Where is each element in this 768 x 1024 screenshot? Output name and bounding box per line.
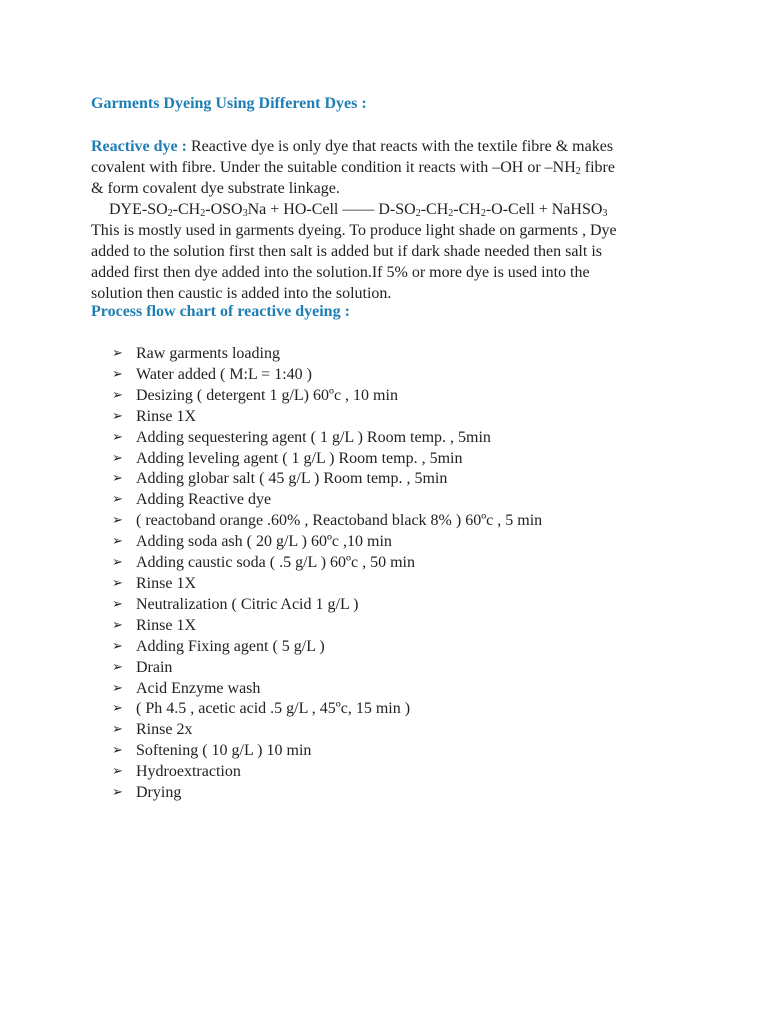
process-step (112, 783, 542, 804)
subscript: 2 (480, 208, 486, 219)
arrow-bullet-icon: ➢ (112, 387, 123, 403)
process-step (112, 762, 542, 783)
arrow-bullet-icon: ➢ (112, 722, 123, 738)
arrow-bullet-icon: ➢ (112, 408, 123, 424)
arrow-bullet-icon: ➢ (112, 555, 123, 571)
formula-part: -CH (172, 201, 201, 218)
formula-part: -CH (420, 201, 449, 218)
formula-part: DYE-SO (109, 201, 168, 218)
process-step (112, 344, 542, 365)
paragraph-line (91, 136, 681, 157)
process-step-text: Adding leveling agent ( 1 g/L ) Room temp. , 5min (136, 449, 463, 467)
process-step (112, 365, 542, 386)
process-step-text: ( Ph 4.5 , acetic acid .5 g/L , 45ºc, 15 min ) (136, 700, 411, 718)
arrow-bullet-icon: ➢ (112, 471, 123, 487)
arrow-bullet-icon: ➢ (112, 534, 123, 550)
arrow-bullet-icon: ➢ (112, 513, 123, 529)
arrow-bullet-icon: ➢ (112, 575, 123, 591)
process-step-text: Desizing ( detergent 1 g/L) 60ºc , 10 min (136, 386, 398, 404)
subscript: 2 (167, 208, 173, 219)
process-step-text: Adding Reactive dye (136, 491, 272, 509)
process-step (112, 469, 542, 490)
arrow-bullet-icon: ➢ (112, 492, 123, 508)
formula-part: -OSO (205, 201, 243, 218)
arrow-bullet-icon: ➢ (112, 366, 123, 382)
process-step-text: Rinse 1X (136, 574, 196, 592)
subscript: 2 (448, 208, 454, 219)
process-step-text: Raw garments loading (136, 345, 280, 362)
arrow-bullet-icon: ➢ (112, 764, 123, 780)
paragraph-text: covalent with fibre. Under the suitable condition it reacts with –OH or –NH (91, 159, 576, 176)
document-title: Garments Dyeing Using Different Dyes : (91, 95, 367, 112)
subscript: 2 (575, 166, 581, 177)
process-step-text: Rinse 1X (136, 407, 196, 425)
arrow-bullet-icon: ➢ (112, 680, 123, 696)
arrow-bullet-icon: ➢ (112, 346, 123, 361)
arrow-bullet-icon: ➢ (112, 617, 123, 633)
process-step-text: Adding sequestering agent ( 1 g/L ) Room temp. , 5min (136, 428, 491, 446)
process-step-text: Softening ( 10 g/L ) 10 min (136, 742, 312, 760)
formula-part: -O-Cell + NaHSO (485, 201, 603, 218)
process-step (112, 616, 542, 637)
process-step-text: Drain (136, 658, 173, 676)
formula-part: -CH (453, 201, 481, 218)
process-step-text: Water added ( M:L = 1:40 ) (136, 365, 312, 383)
chemical-formula (91, 199, 681, 220)
process-step (112, 658, 542, 679)
paragraph-line (91, 157, 681, 178)
process-step (112, 490, 542, 511)
paragraph-text: fibre (580, 159, 615, 176)
process-step (112, 699, 542, 720)
process-step (112, 595, 542, 616)
process-step (112, 407, 542, 428)
process-flow-heading: Process flow chart of reactive dyeing : (91, 303, 350, 320)
process-step (112, 553, 542, 574)
paragraph-line: added to the solution first then salt is added but if dark shade needed then salt is (91, 243, 602, 260)
process-step-text: Neutralization ( Citric Acid 1 g/L ) (136, 595, 359, 613)
process-step (112, 511, 542, 532)
process-step (112, 679, 542, 700)
arrow-bullet-icon: ➢ (112, 596, 123, 612)
subscript: 2 (415, 208, 421, 219)
paragraph-text: Reactive dye is only dye that reacts with the textile fibre & makes (190, 138, 614, 155)
process-step-text: Rinse 2x (136, 721, 193, 739)
reactive-dye-label: Reactive dye : (91, 138, 187, 155)
subscript: 3 (242, 208, 248, 219)
process-step (112, 428, 542, 449)
formula-part: Na + HO-Cell —— D-SO (247, 201, 416, 218)
process-step-text: Adding caustic soda ( .5 g/L ) 60ºc , 50 min (136, 554, 415, 572)
process-step (112, 720, 542, 741)
process-step-text: Adding globar salt ( 45 g/L ) Room temp. , 5min (136, 470, 448, 488)
paragraph-line: This is mostly used in garments dyeing. To produce light shade on garments , Dye (91, 222, 617, 239)
arrow-bullet-icon: ➢ (112, 450, 123, 466)
process-step-text: Rinse 1X (136, 616, 196, 634)
arrow-bullet-icon: ➢ (112, 743, 123, 759)
arrow-bullet-icon: ➢ (112, 638, 123, 654)
reactive-dye-paragraph (91, 136, 681, 304)
process-step (112, 574, 542, 595)
arrow-bullet-icon: ➢ (112, 429, 123, 445)
paragraph-line: added first then dye added into the solution.If 5% or more dye is used into the (91, 264, 590, 281)
process-step-text: Hydroextraction (136, 763, 241, 781)
process-steps-list (112, 344, 542, 804)
process-step (112, 532, 542, 553)
process-step-text: Adding Fixing agent ( 5 g/L ) (136, 637, 325, 655)
process-step (112, 637, 542, 658)
process-step-text: Adding soda ash ( 20 g/L ) 60ºc ,10 min (136, 533, 392, 551)
arrow-bullet-icon: ➢ (112, 701, 123, 717)
process-step-text: Drying (136, 784, 182, 802)
subscript: 3 (602, 208, 608, 219)
process-step-text: ( reactoband orange .60% , Reactoband black 8% ) 60ºc , 5 min (136, 512, 543, 530)
process-step (112, 449, 542, 470)
process-step (112, 386, 542, 407)
arrow-bullet-icon: ➢ (112, 659, 123, 675)
arrow-bullet-icon: ➢ (112, 785, 123, 801)
process-step (112, 741, 542, 762)
subscript: 2 (200, 208, 206, 219)
paragraph-line: solution then caustic is added into the solution. (91, 285, 392, 302)
process-step-text: Acid Enzyme wash (136, 679, 261, 697)
paragraph-line: & form covalent dye substrate linkage. (91, 180, 340, 197)
